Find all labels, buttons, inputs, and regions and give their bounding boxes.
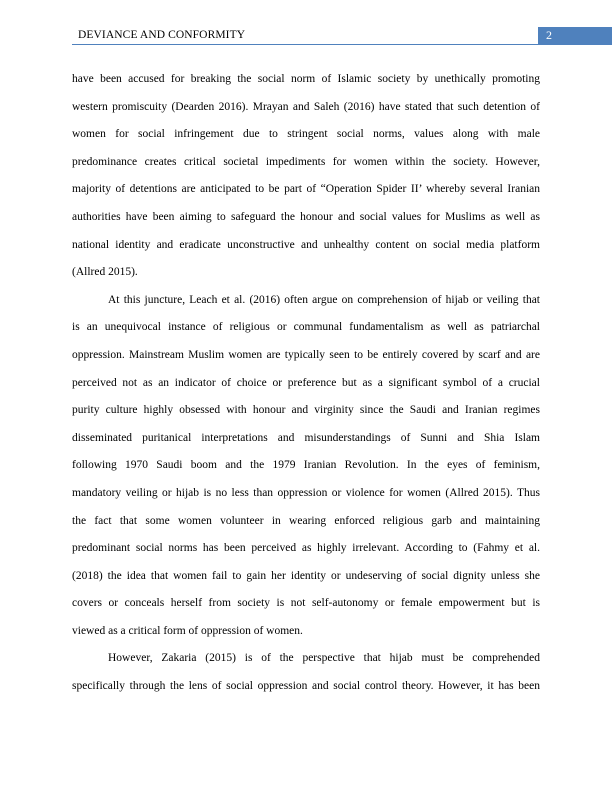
paragraph-2 [72,287,540,646]
text-line: specifically through the lens of social oppression and social control theory. However, it has been [72,680,540,693]
text-line: western promiscuity (Dearden 2016). Mrayan and Saleh (2016) have stated that such detention of [72,100,540,113]
page-number-badge [538,27,612,44]
text-line: national identity and eradicate unconstructive and unhealthy content on social media platform [72,238,540,251]
text-line: authorities have been aiming to safeguard the honour and social values for Muslims as well as [72,210,540,223]
text-line: (Allred 2015). [72,266,138,279]
paragraph-1 [72,66,540,287]
text-line: oppression. Mainstream Muslim women are typically seen to be entirely covered by scarf and are [72,348,540,361]
text-line: viewed as a critical form of oppression of women. [72,624,303,637]
text-line: predominance creates critical societal impediments for women within the society. However, [72,155,540,168]
header-divider [72,44,612,45]
text-line: have been accused for breaking the social norm of Islamic society by unethically promoting [72,73,540,85]
text-line: disseminated puritanical interpretations and misunderstandings of Sunni and Shia Islam [72,431,540,444]
text-line: mandatory veiling or hijab is no less than oppression or violence for women (Allred 2015). Thus [72,486,540,499]
text-line: At this juncture, Leach et al. (2016) often argue on comprehension of hijab or veiling that [108,293,540,306]
running-header-title: DEVIANCE AND CONFORMITY [78,29,246,41]
text-line: women for social infringement due to stringent social norms, values along with male [72,128,540,141]
document-body [72,66,540,701]
text-line: purity culture highly obsessed with honour and virginity since the Saudi and Iranian regimes [72,404,540,417]
page-number: 2 [546,28,552,42]
text-line: (2018) the idea that women fail to gain her identity or undeserving of social dignity unless she [72,569,540,582]
paragraph-3 [72,645,540,700]
text-line: following 1970 Saudi boom and the 1979 Iranian Revolution. In the eyes of feminism, [72,459,540,472]
text-line: covers or conceals herself from society is not self-autonomy or female empowerment but is [72,597,540,610]
text-line: perceived not as an indicator of choice or preference but as a significant symbol of a crucial [72,376,540,389]
text-line: is an unequivocal instance of religious or communal fundamentalism as well as patriarchal [72,321,540,334]
text-line: majority of detentions are anticipated to be part of “Operation Spider II’ whereby several Iranian [72,183,540,196]
text-line: the fact that some women volunteer in wearing enforced religious garb and maintaining [72,514,540,527]
text-line: However, Zakaria (2015) is of the perspective that hijab must be comprehended [108,652,540,665]
text-line: predominant social norms has been perceived as highly irrelevant. According to (Fahmy et al. [72,542,540,555]
